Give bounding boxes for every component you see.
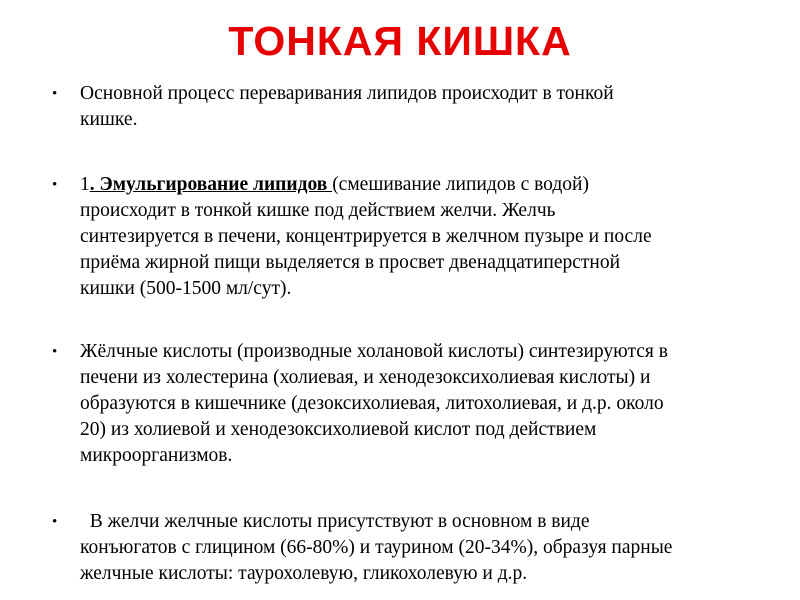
text-line: желчные кислоты: таурохолевую, гликохолевую и д.р.: [80, 563, 528, 584]
text-line: микроорганизмов.: [80, 445, 233, 466]
bullet-icon: •: [52, 344, 58, 360]
text-line: Основной процесс переваривания липидов происходит в тонкой: [80, 83, 614, 104]
bullet-item-3: [52, 339, 772, 469]
text-line: кишки (500-1500 мл/сут).: [80, 278, 292, 299]
text-line: В желчи желчные кислоты присутствуют в основном в виде: [80, 511, 590, 532]
text-line: образуются в кишечнике (дезоксихолиевая, литохолиевая, и д.р. около: [80, 393, 664, 414]
text-line: конъюгатов с глицином (66-80%) и таурином (20-34%), образуя парные: [80, 537, 673, 558]
text-line: Жёлчные кислоты (производные холановой кислоты) синтезируются в: [80, 341, 668, 362]
text-line: синтезируется в печени, концентрируется в желчном пузыре и после: [80, 226, 652, 247]
text-line: происходит в тонкой кишке под действием желчи. Желчь: [80, 200, 556, 221]
text-line: печени из холестерина (холиевая, и хенодезоксихолиевая кислоты) и: [80, 367, 651, 388]
bullet-icon: •: [52, 514, 58, 530]
bullet-icon: •: [52, 86, 58, 102]
bullet-item-2: [52, 172, 772, 302]
bullet-icon: •: [52, 177, 58, 193]
text-line: [80, 172, 772, 198]
text-line: 20) из холиевой и хенодезоксихолиевой кислот под действием: [80, 419, 597, 440]
item-number: 1: [80, 174, 90, 195]
bullet-item-1: [52, 81, 772, 133]
text-line: кишке.: [80, 109, 138, 130]
emphasized-term: . Эмульгирование липидов: [89, 174, 333, 195]
text-fragment: (смешивание липидов с водой): [332, 174, 589, 195]
slide-title: ТОНКАЯ КИШКА: [228, 18, 572, 64]
text-line: приёма жирной пищи выделяется в просвет двенадцатиперстной: [80, 252, 621, 273]
bullet-item-4: [52, 509, 772, 587]
